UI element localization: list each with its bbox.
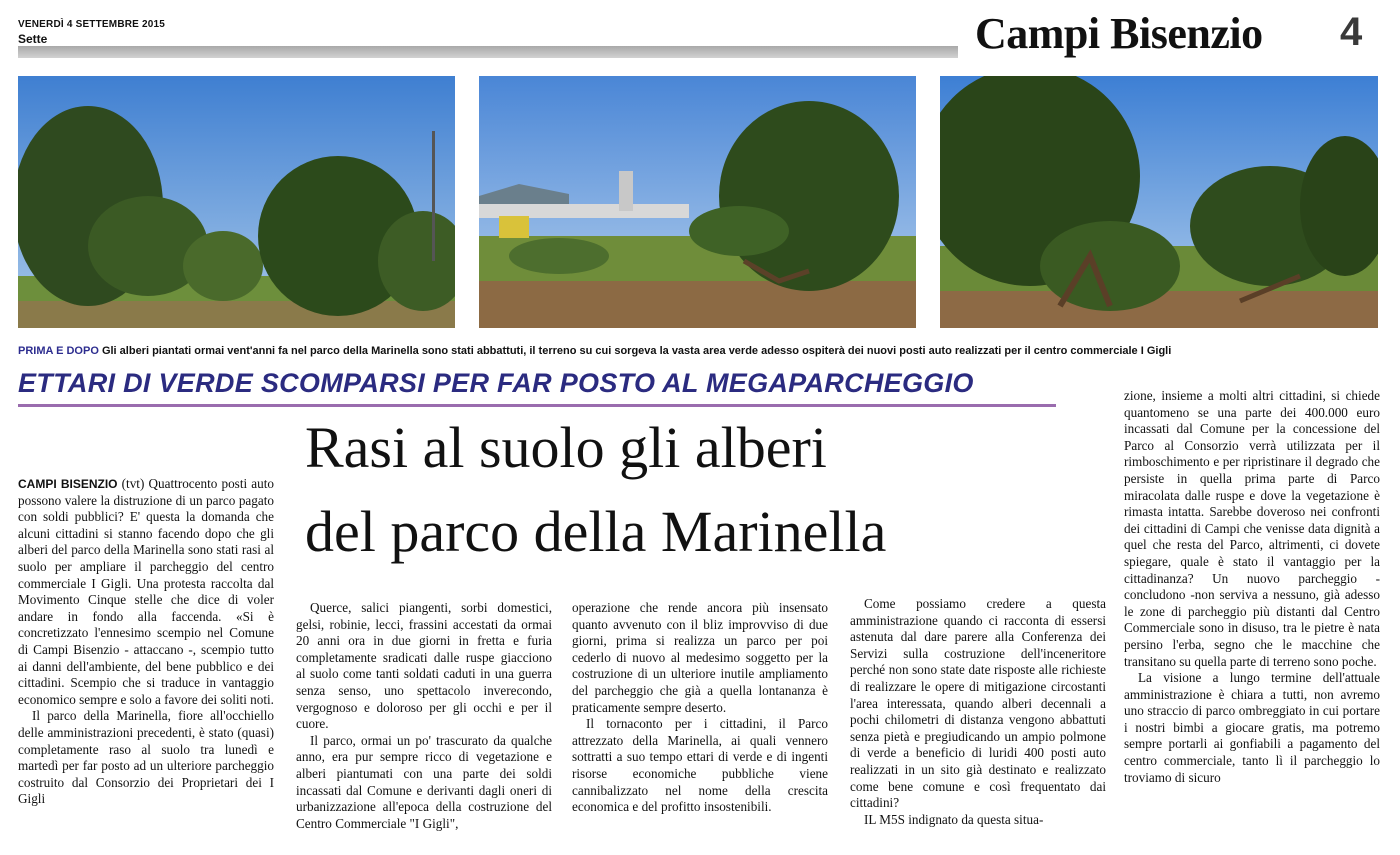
masthead-date: VENERDÌ 4 SETTEMBRE 2015 bbox=[18, 19, 166, 30]
article-column-4 bbox=[850, 596, 1106, 828]
article-paragraph: La visione a lungo termine dell'attuale amministrazione è chiara a tutti, non avremo uno straccio di parco ombreggiato in cui portare i nostri bimbi a giocare gratis, ma potremo sempre portarli ai gonfiabili a pagamento del centro commerciale, tanto lì il parcheggio lo troviamo di sicuro bbox=[1124, 670, 1380, 785]
article-dateline: CAMPI BISENZIO bbox=[18, 477, 118, 491]
photo-caption bbox=[18, 345, 1388, 357]
trees-before-icon bbox=[18, 76, 455, 328]
caption-text: Gli alberi piantati ormai vent'anni fa nel parco della Marinella sono stati abbattuti, il terreno su cui sorgeva la vasta area verde adesso ospiterà dei nuovi posti auto realizzati per il centro commerciale I Gigli bbox=[98, 345, 1172, 357]
article-paragraph: Il parco della Marinella, fiore all'occhiello delle amministrazioni precedenti, è stato (quasi) completamente raso al suolo tra lunedì e martedì per far posto ad un ulteriore parcheggio costruito dal Consorzio dei Proprietari dei I Gigli bbox=[18, 708, 274, 807]
article-paragraph: zione, insieme a molti altri cittadini, si chiede quantomeno se una parte dei 400.000 euro incassati dal Comune per la concessione del Parco al Consorzio verrà utilizzata per il rimboschimento e per ripristinare il degrado che persiste in quella prima parte di Parco miracolata dalle ruspe e dove la vegetazione è rimasta intatta. Sarebbe doveroso nei confronti dei cittadini di Campi che venisse data dignità a quel che resta del Parco, altrimenti, ci dovete spiegare, quale è stato il vantaggio per la cittadinanza? Un nuovo parcheggio - concludono -non serviva a nessuno, già adesso le zone di parcheggio più distanti dal Centro Commerciale sono in disuso, tra le pietre è nata persino l'erba, segno che le macchine che transitano su quella parte di terreno sono poche. bbox=[1124, 388, 1380, 669]
article-byline: (tvt) bbox=[117, 476, 145, 491]
masthead-rule bbox=[18, 46, 958, 58]
masthead-section: Sette bbox=[18, 32, 48, 46]
felled-trees-icon bbox=[940, 76, 1378, 328]
kicker-headline: ETTARI DI VERDE SCOMPARSI PER FAR POSTO AL MEGAPARCHEGGIO bbox=[18, 368, 974, 398]
article-paragraph: Come possiamo credere a questa amministrazione quando ci racconta di essersi astenuta dal dare parere alla Conferenza dei Servizi sulla costruzione dell'inceneritore perché non sono state date risposte alle richieste di realizzare le opere di mitigazione circostanti l'area interessata, quando alberi decennali a pochi chilometri di distanza vengono abbattuti senza pietà e pregiudicando un ampio polmone di verde a beneficio di luridi 400 posti auto realizzati in un sito già destinato e realizzato come bene comune e così frequentato dai cittadini? bbox=[850, 596, 1106, 811]
article-paragraph: Il tornaconto per i cittadini, il Parco attrezzato della Marinella, ai quali vennero sottratti a suo tempo ettari di verde e di ingenti risorse economiche pubbliche viene cannibalizzato nel nome della crescita economica e del profitto insostenibili. bbox=[572, 716, 828, 815]
article-paragraph: Il parco, ormai un po' trascurato da qualche anno, era pur sempre ricco di vegetazione e alberi piantumati con una parte dei soldi incassati dal Comune e derivanti dagli oneri di urbanizzazione all'epoca della costruzione del Centro Commerciale "I Gigli", bbox=[296, 732, 552, 831]
headline-line-1: Rasi al suolo gli alberi bbox=[305, 415, 827, 480]
article-paragraph: IL M5S indignato da questa situa- bbox=[864, 811, 1044, 827]
article-paragraph: operazione che rende ancora più insensato quanto avvenuto con il bliz improvviso di due giorni, prima si realizza un parco per poi cederlo di nuovo al medesimo soggetto per la costruzione di un ulteriore inutile ampliamento del parcheggio che già a quella lontananza è praticamente sempre deserto. bbox=[572, 600, 828, 715]
photo-before-trees bbox=[18, 76, 455, 328]
photo-cleared-site bbox=[479, 76, 916, 328]
headline-line-2: del parco della Marinella bbox=[305, 499, 887, 564]
page-section-title: Campi Bisenzio bbox=[975, 9, 1263, 58]
photo-felled-trees bbox=[940, 76, 1378, 328]
article-paragraph: CAMPI BISENZIO (tvt) Quattrocento posti auto possono valere la distruzione di un parco pagato con soldi pubblici? E' questa la domanda che alcuni cittadini si stanno facendo dopo che gli alberi del parco della Marinella sono stati rasi al suolo per ampliare il parcheggio del centro commerciale I Gigli. Una protesta raccolta dal Movimento Cinque stelle che dice di voler andare in fondo alla faccenda. «Si è concretizzato l'ennesimo scempio nel Comune di Campi Bisenzio - attaccano -, scempio tutto ai danni dell'ambiente, del bene pubblico e dei cittadini. Scempio che si traduce in vantaggio economico sempre e solo a favore dei soliti noti. bbox=[18, 476, 274, 707]
cleared-site-icon bbox=[479, 76, 916, 328]
caption-kicker: PRIMA E DOPO bbox=[18, 345, 99, 357]
article-column-3 bbox=[572, 600, 828, 816]
kicker-rule bbox=[18, 404, 1056, 407]
article-column-1 bbox=[18, 476, 274, 808]
page-number: 4 bbox=[1340, 10, 1363, 54]
article-paragraph: Querce, salici piangenti, sorbi domestici, gelsi, robinie, lecci, frassini accestati da ormai 20 anni ora in due giorni in fretta e furia completamente sradicati dalle ruspe giacciono al suolo come tanti soldati caduti in una guerra senza senso, uno spettacolo inverecondo, vergognoso e doloroso per gli occhi e per il cuore. bbox=[296, 600, 552, 732]
article-column-2 bbox=[296, 600, 552, 832]
article-column-5 bbox=[1124, 388, 1380, 786]
